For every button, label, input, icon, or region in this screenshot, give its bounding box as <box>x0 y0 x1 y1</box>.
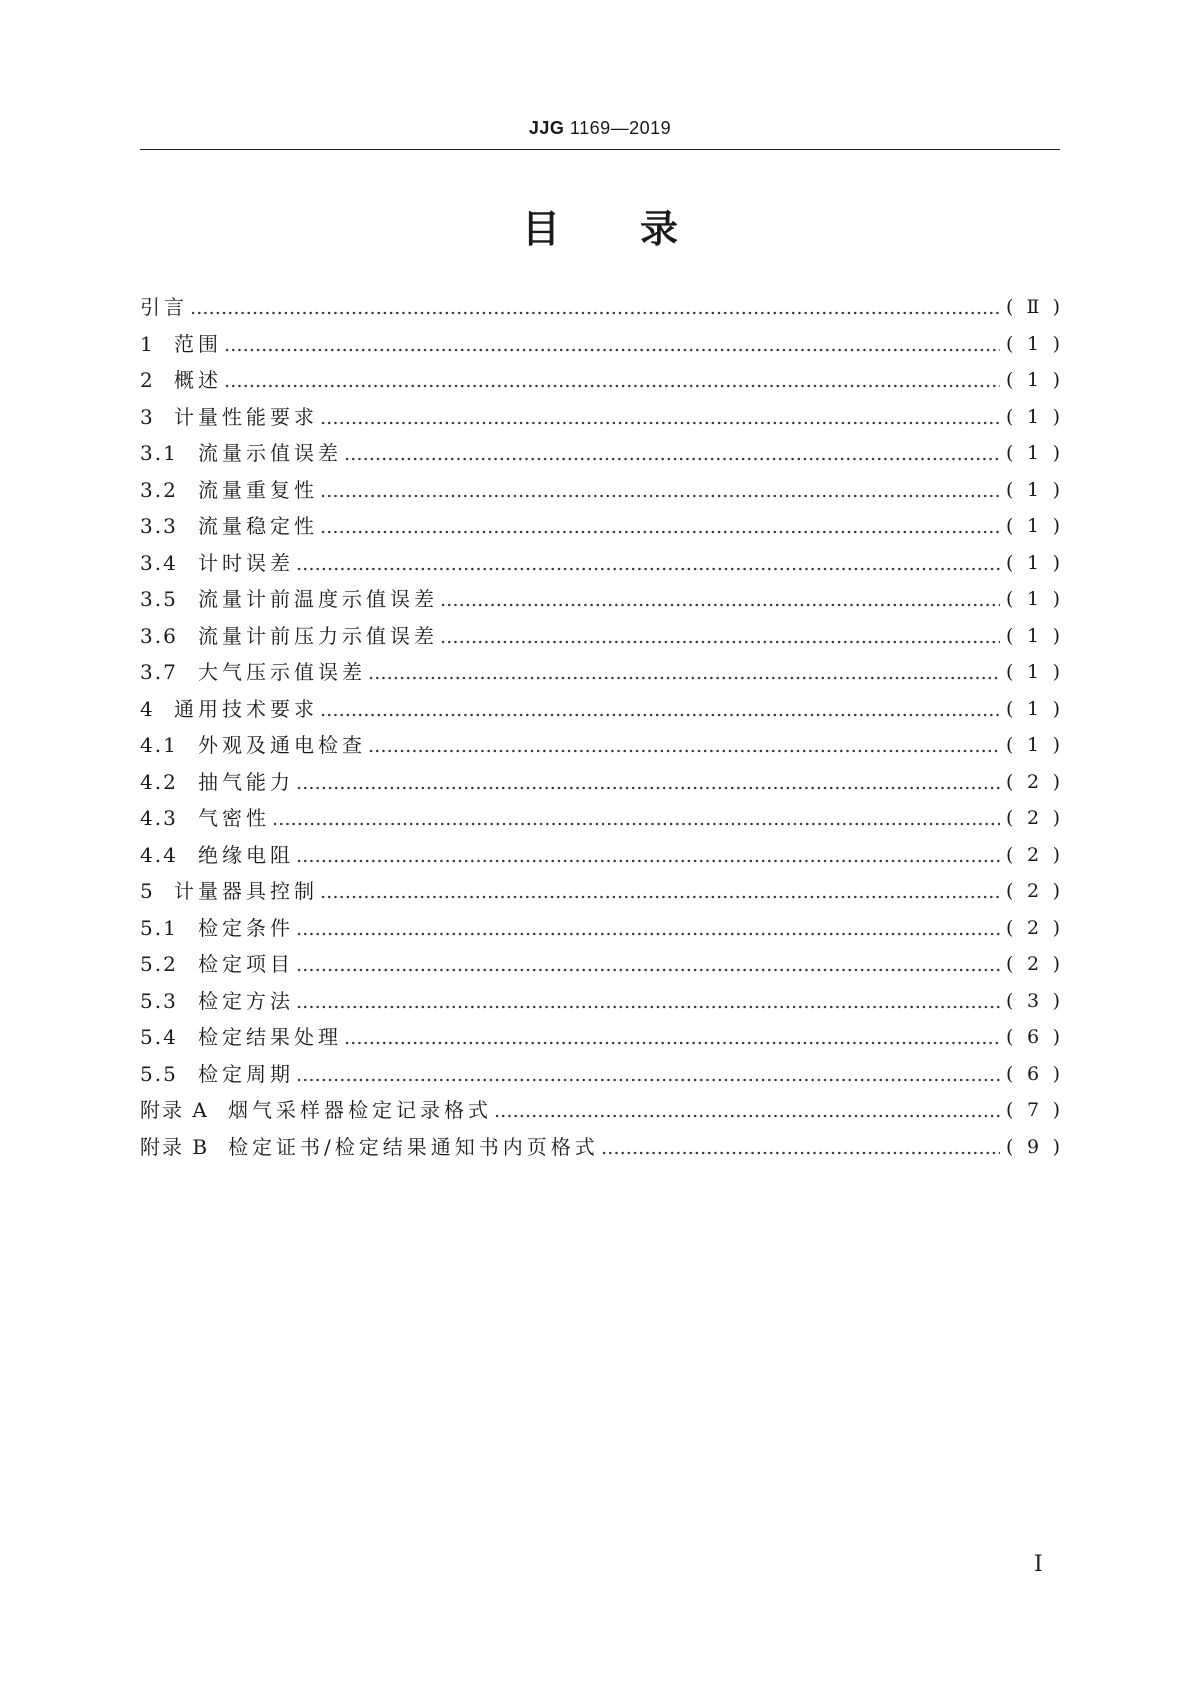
toc-page-ref <box>1006 368 1060 392</box>
toc-entry[interactable] <box>140 654 1060 691</box>
toc-page-number: 3 <box>1026 989 1040 1012</box>
toc-entry-number: 5.2 <box>140 952 178 977</box>
toc-dot-leader <box>296 553 1000 573</box>
toc-page-ref <box>1006 697 1060 721</box>
toc-dot-leader <box>320 699 1000 719</box>
toc-entry[interactable] <box>140 873 1060 910</box>
toc-entry-number: 4.3 <box>140 806 178 831</box>
toc-dot-leader <box>320 516 1000 536</box>
toc-page-ref <box>1006 514 1060 538</box>
toc-page-ref <box>1006 587 1060 611</box>
close-paren: ) <box>1052 770 1060 793</box>
toc-entry-label: 绝缘电阻 <box>198 842 294 867</box>
toc-page-ref <box>1006 295 1060 319</box>
toc-entry-number: 3.4 <box>140 550 178 575</box>
toc-entry-number: 2 <box>140 368 155 393</box>
toc-entry-label: 抽气能力 <box>198 769 294 794</box>
toc-entry[interactable] <box>140 1092 1060 1129</box>
toc-entry-number: 5 <box>140 879 155 904</box>
toc-dot-leader <box>224 334 1000 354</box>
toc-entry-label: 烟气采样器检定记录格式 <box>228 1098 492 1123</box>
open-paren: ( <box>1006 369 1014 392</box>
toc-entry-number: 3.5 <box>140 587 178 612</box>
close-paren: ) <box>1052 989 1060 1012</box>
toc-dot-leader <box>344 1027 1000 1047</box>
close-paren: ) <box>1052 624 1060 647</box>
toc-entry[interactable] <box>140 983 1060 1020</box>
toc-entry[interactable] <box>140 545 1060 582</box>
toc-entry[interactable] <box>140 618 1060 655</box>
toc-page-number: 2 <box>1026 953 1040 976</box>
toc-entry-label: 计量性能要求 <box>174 404 318 429</box>
toc-entry-number: 5.1 <box>140 915 178 940</box>
page-folio: Ⅰ <box>1034 1552 1043 1577</box>
toc-entry[interactable] <box>140 946 1060 983</box>
toc-dot-leader <box>296 1064 1000 1084</box>
open-paren: ( <box>1006 442 1014 465</box>
toc-entry-label: 大气压示值误差 <box>198 660 366 685</box>
toc-page-number: 6 <box>1026 1062 1040 1085</box>
toc-entry-number: 1 <box>140 331 155 356</box>
open-paren: ( <box>1006 515 1014 538</box>
open-paren: ( <box>1006 661 1014 684</box>
open-paren: ( <box>1006 770 1014 793</box>
toc-entry-number: 3.6 <box>140 623 178 648</box>
close-paren: ) <box>1052 661 1060 684</box>
close-paren: ) <box>1052 697 1060 720</box>
toc-page-ref <box>1006 624 1060 648</box>
toc-entry-number: 5.5 <box>140 1061 178 1086</box>
open-paren: ( <box>1006 1062 1014 1085</box>
toc-entry[interactable] <box>140 508 1060 545</box>
toc-page-number: 1 <box>1026 405 1040 428</box>
toc-entry-number: 3.1 <box>140 441 178 466</box>
toc-entry[interactable] <box>140 837 1060 874</box>
toc-entry[interactable] <box>140 1056 1060 1093</box>
toc-entry[interactable] <box>140 727 1060 764</box>
toc-page-number: 1 <box>1026 478 1040 501</box>
table-of-contents <box>140 289 1060 1165</box>
open-paren: ( <box>1006 1026 1014 1049</box>
toc-entry-number: 3 <box>140 404 155 429</box>
toc-page-number: 1 <box>1026 697 1040 720</box>
toc-entry-label: 计量器具控制 <box>174 879 318 904</box>
toc-entry-number: 4.4 <box>140 842 178 867</box>
toc-entry-label: 流量示值误差 <box>198 441 342 466</box>
toc-entry[interactable] <box>140 764 1060 801</box>
toc-entry-label: 引言 <box>140 295 188 320</box>
toc-dot-leader <box>601 1137 1000 1157</box>
toc-page-ref <box>1006 806 1060 830</box>
toc-entry-number: 附录 B <box>140 1134 210 1159</box>
toc-entry[interactable] <box>140 1129 1060 1166</box>
toc-entry-label: 计时误差 <box>198 550 294 575</box>
toc-page-ref <box>1006 1025 1060 1049</box>
toc-entry-label: 检定周期 <box>198 1061 294 1086</box>
close-paren: ) <box>1052 588 1060 611</box>
page-title: 目录 <box>521 207 758 251</box>
toc-page-number: 9 <box>1026 1135 1040 1158</box>
toc-page-ref <box>1006 1062 1060 1086</box>
toc-page-number: 1 <box>1026 624 1040 647</box>
open-paren: ( <box>1006 1099 1014 1122</box>
toc-dot-leader <box>320 881 1000 901</box>
toc-entry[interactable] <box>140 800 1060 837</box>
toc-entry[interactable] <box>140 289 1060 326</box>
toc-entry-label: 检定项目 <box>198 952 294 977</box>
open-paren: ( <box>1006 405 1014 428</box>
open-paren: ( <box>1006 953 1014 976</box>
close-paren: ) <box>1052 332 1060 355</box>
open-paren: ( <box>1006 624 1014 647</box>
open-paren: ( <box>1006 807 1014 830</box>
close-paren: ) <box>1052 1135 1060 1158</box>
toc-dot-leader <box>190 297 1000 317</box>
toc-page-ref <box>1006 843 1060 867</box>
toc-entry-number: 5.4 <box>140 1025 178 1050</box>
toc-entry[interactable] <box>140 472 1060 509</box>
toc-entry-number: 3.7 <box>140 660 178 685</box>
standard-code: JJG <box>528 118 565 138</box>
toc-entry-number: 5.3 <box>140 988 178 1013</box>
toc-entry-number: 3.2 <box>140 477 178 502</box>
toc-dot-leader <box>344 443 1000 463</box>
toc-page-number: 1 <box>1026 588 1040 611</box>
toc-entry[interactable] <box>140 435 1060 472</box>
close-paren: ) <box>1052 1062 1060 1085</box>
toc-page-ref <box>1006 1098 1060 1122</box>
close-paren: ) <box>1052 515 1060 538</box>
open-paren: ( <box>1006 734 1014 757</box>
toc-dot-leader <box>320 480 1000 500</box>
toc-dot-leader <box>296 845 1000 865</box>
toc-page-ref <box>1006 952 1060 976</box>
toc-entry-label: 流量计前压力示值误差 <box>198 623 438 648</box>
close-paren: ) <box>1052 734 1060 757</box>
toc-dot-leader <box>440 626 1000 646</box>
toc-entry-label: 流量重复性 <box>198 477 318 502</box>
toc-entry[interactable] <box>140 362 1060 399</box>
toc-entry-label: 气密性 <box>198 806 270 831</box>
toc-entry[interactable] <box>140 1019 1060 1056</box>
toc-page-number: Ⅱ <box>1026 296 1040 319</box>
toc-entry-label: 检定结果处理 <box>198 1025 342 1050</box>
toc-entry-label: 外观及通电检查 <box>198 733 366 758</box>
open-paren: ( <box>1006 588 1014 611</box>
close-paren: ) <box>1052 478 1060 501</box>
toc-dot-leader <box>296 954 1000 974</box>
toc-entry-label: 概述 <box>174 368 222 393</box>
toc-entry-number: 附录 A <box>140 1098 209 1123</box>
toc-dot-leader <box>296 772 1000 792</box>
running-header <box>140 118 1060 139</box>
open-paren: ( <box>1006 989 1014 1012</box>
open-paren: ( <box>1006 843 1014 866</box>
toc-dot-leader <box>296 918 1000 938</box>
close-paren: ) <box>1052 953 1060 976</box>
toc-page-number: 1 <box>1026 442 1040 465</box>
toc-page-ref <box>1006 332 1060 356</box>
toc-entry-label: 检定方法 <box>198 988 294 1013</box>
toc-page-ref <box>1006 478 1060 502</box>
toc-entry[interactable] <box>140 691 1060 728</box>
toc-dot-leader <box>440 589 1000 609</box>
toc-page-ref <box>1006 879 1060 903</box>
toc-entry-label: 检定条件 <box>198 915 294 940</box>
toc-page-ref <box>1006 770 1060 794</box>
toc-entry-number: 4.1 <box>140 733 178 758</box>
close-paren: ) <box>1052 442 1060 465</box>
open-paren: ( <box>1006 551 1014 574</box>
toc-page-ref <box>1006 1135 1060 1159</box>
toc-dot-leader <box>368 662 1000 682</box>
toc-page-ref <box>1006 441 1060 465</box>
toc-entry[interactable] <box>140 910 1060 947</box>
toc-entry-label: 通用技术要求 <box>174 696 318 721</box>
toc-entry-label: 检定证书/检定结果通知书内页格式 <box>228 1134 599 1159</box>
toc-page-number: 2 <box>1026 916 1040 939</box>
toc-entry-number: 3.3 <box>140 514 178 539</box>
toc-page-number: 6 <box>1026 1026 1040 1049</box>
toc-page-number: 1 <box>1026 515 1040 538</box>
close-paren: ) <box>1052 807 1060 830</box>
toc-dot-leader <box>296 991 1000 1011</box>
close-paren: ) <box>1052 843 1060 866</box>
close-paren: ) <box>1052 916 1060 939</box>
standard-number: 1169—2019 <box>569 118 672 138</box>
toc-entry-label: 流量稳定性 <box>198 514 318 539</box>
toc-dot-leader <box>224 370 1000 390</box>
toc-page-ref <box>1006 916 1060 940</box>
toc-page-number: 7 <box>1026 1099 1040 1122</box>
toc-dot-leader <box>368 735 1000 755</box>
open-paren: ( <box>1006 880 1014 903</box>
close-paren: ) <box>1052 880 1060 903</box>
toc-page-ref <box>1006 405 1060 429</box>
toc-page-ref <box>1006 551 1060 575</box>
close-paren: ) <box>1052 1099 1060 1122</box>
toc-dot-leader <box>494 1100 1000 1120</box>
toc-dot-leader <box>272 808 1000 828</box>
toc-page-number: 2 <box>1026 807 1040 830</box>
toc-page-ref <box>1006 733 1060 757</box>
close-paren: ) <box>1052 369 1060 392</box>
toc-page-number: 1 <box>1026 734 1040 757</box>
close-paren: ) <box>1052 551 1060 574</box>
toc-page-number: 1 <box>1026 661 1040 684</box>
close-paren: ) <box>1052 296 1060 319</box>
open-paren: ( <box>1006 1135 1014 1158</box>
toc-entry[interactable] <box>140 326 1060 363</box>
toc-page-number: 2 <box>1026 880 1040 903</box>
open-paren: ( <box>1006 697 1014 720</box>
toc-page-ref <box>1006 660 1060 684</box>
close-paren: ) <box>1052 405 1060 428</box>
toc-page-number: 1 <box>1026 551 1040 574</box>
toc-page-number: 1 <box>1026 369 1040 392</box>
toc-entry-number: 4 <box>140 696 155 721</box>
open-paren: ( <box>1006 296 1014 319</box>
open-paren: ( <box>1006 916 1014 939</box>
toc-dot-leader <box>320 407 1000 427</box>
toc-page-number: 2 <box>1026 770 1040 793</box>
toc-entry[interactable] <box>140 581 1060 618</box>
close-paren: ) <box>1052 1026 1060 1049</box>
open-paren: ( <box>1006 478 1014 501</box>
toc-entry-label: 流量计前温度示值误差 <box>198 587 438 612</box>
toc-entry-number: 4.2 <box>140 769 178 794</box>
header-rule <box>140 149 1060 150</box>
toc-entry-label: 范围 <box>174 331 222 356</box>
toc-page-ref <box>1006 989 1060 1013</box>
open-paren: ( <box>1006 332 1014 355</box>
toc-entry[interactable] <box>140 399 1060 436</box>
toc-page-number: 1 <box>1026 332 1040 355</box>
toc-page-number: 2 <box>1026 843 1040 866</box>
